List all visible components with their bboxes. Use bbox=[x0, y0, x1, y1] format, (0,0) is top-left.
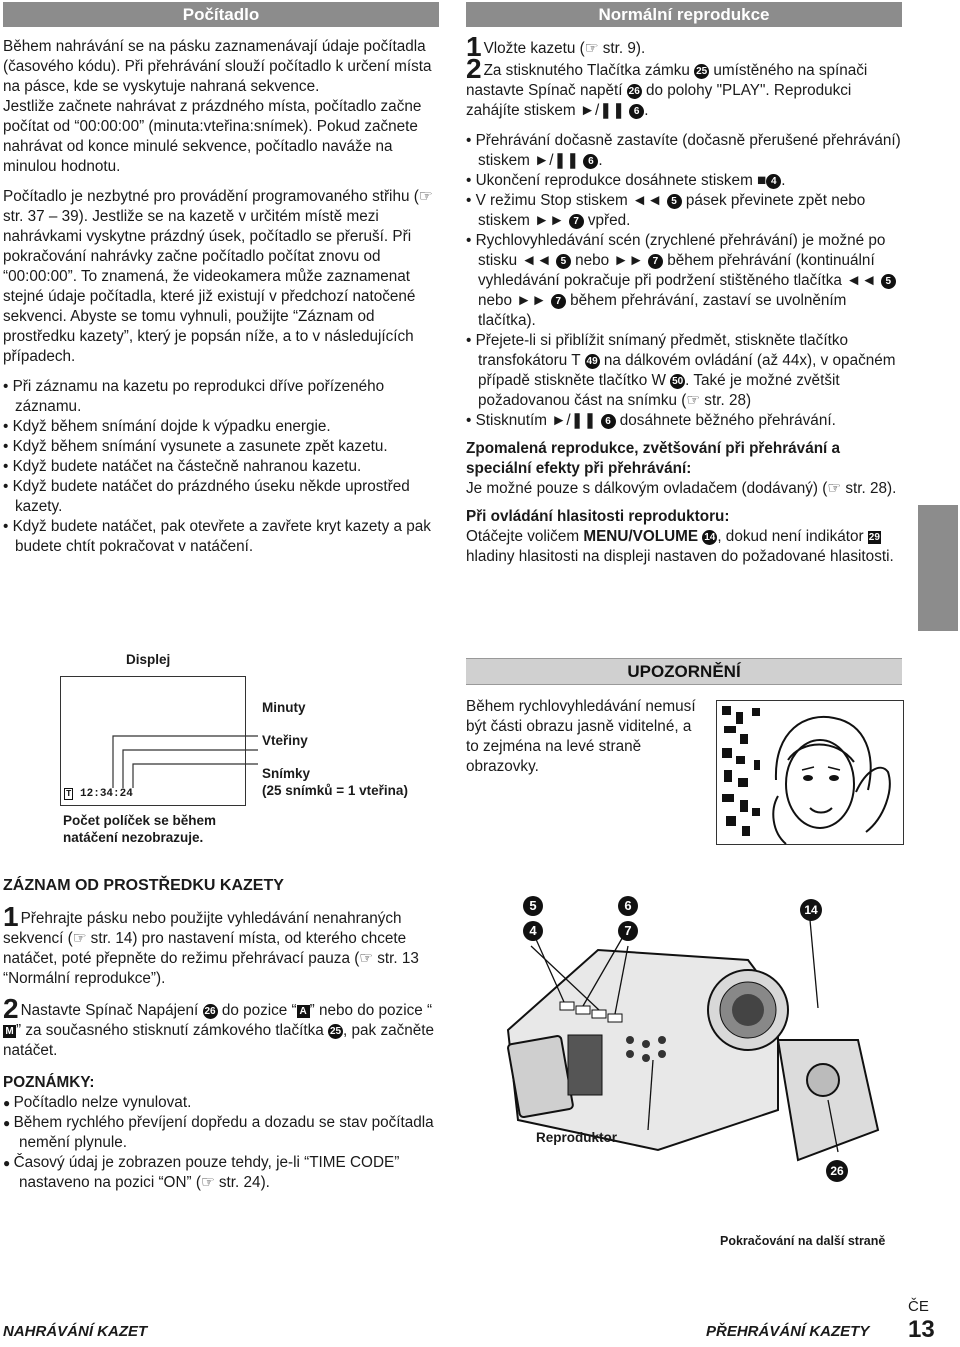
step-number: 1 bbox=[3, 901, 19, 932]
item-text: Ukončení reprodukce dosáhnete stiskem ■ bbox=[475, 172, 767, 189]
section-tab bbox=[918, 505, 958, 631]
marker-5: 5 bbox=[881, 274, 896, 289]
blurry-face-illustration bbox=[716, 700, 904, 845]
marker-7: 7 bbox=[551, 294, 566, 309]
list-item: • Když budete natáčet do prázdného úseku někde uprostřed kazety. bbox=[3, 477, 439, 517]
paragraph: Počítadlo je nezbytné pro provádění programovaného střihu (☞ str. 37 – 39). Jestliže se na kazetě v určitém místě mezi nahrávkami vyskytne prázdný úsek, počítadlo se přeruší. Při pokračování nahrávky začne počítadlo počítat znovu od “00:00:00”. To znamená, že videokamera může zaznamenat stejné údaje počítadla, které již existují v předchozí natočené sekvenci. Abyste se tomu vyhnuli, použijte “Záznam od prostředku kazety”, který je popsán níže, a to v následujících případech. bbox=[3, 188, 433, 365]
marker-6: 6 bbox=[618, 896, 638, 916]
list-item bbox=[466, 411, 902, 431]
slow-title: Zpomalená reprodukce, zvětšování při přehrávání a speciální efekty při přehrávání: bbox=[466, 440, 841, 477]
tape-icon: T bbox=[66, 789, 72, 799]
item-text: dosáhnete běžného přehrávání. bbox=[619, 412, 836, 429]
footer-right: PŘEHRÁVÁNÍ KAZETY bbox=[706, 1323, 870, 1340]
step-1 bbox=[466, 31, 902, 62]
timecode: 12:34:24 bbox=[80, 788, 133, 800]
marker-5: 5 bbox=[523, 896, 543, 916]
item-text: V režimu Stop stiskem ◄◄ bbox=[475, 192, 663, 209]
item-text: nebo ►► bbox=[478, 292, 547, 309]
slow-text: Je možné pouze s dálkovým ovladačem (dodávaný) (☞ str. 28). bbox=[466, 480, 897, 497]
list-item bbox=[466, 191, 902, 231]
marker-26: 26 bbox=[204, 1006, 216, 1017]
marker-50: 50 bbox=[672, 376, 684, 387]
manual-mode-icon: M bbox=[3, 1025, 16, 1038]
step-text: Přehrajte pásku nebo použijte vyhledávání nenahraných sekvencí (☞ str. 14) pro nastavení místa, od kterého chcete natáčet, poté přepněte do režimu přehrávací pauza (☞ str. 13 “Normální reprodukce”). bbox=[3, 910, 419, 987]
playback-text bbox=[466, 31, 902, 567]
item-text: Přehrávání dočasně zastavíte (dočasně přerušené přehrávání) stiskem ►/❚❚ bbox=[475, 132, 901, 169]
frames-label bbox=[262, 765, 408, 799]
item-text: na dálkovém ovládání (až 44x), v opačném případě stiskněte tlačítko W bbox=[478, 352, 896, 389]
step-text: Za stisknutého Tlačítka zámku bbox=[483, 62, 690, 79]
list-item: • Když budete natáčet na částečně nahranou kazetu. bbox=[3, 457, 439, 477]
volume-text bbox=[466, 527, 902, 567]
list-item: • Když během snímání dojde k výpadku energie. bbox=[3, 417, 439, 437]
step-text: Nastavte Spínač Napájení bbox=[20, 1002, 199, 1019]
item-text: Stisknutím ►/❚❚ bbox=[475, 412, 597, 429]
marker-25: 25 bbox=[329, 1026, 342, 1037]
step-2 bbox=[3, 993, 439, 1061]
list-item: • Přehrávání dočasně zastavíte (dočasně přerušené přehrávání) stiskem ►/❚❚ 6 . bbox=[466, 131, 902, 171]
step-number: 2 bbox=[466, 53, 482, 84]
speaker-label: Reproduktor bbox=[536, 1130, 617, 1145]
display-leader-lines bbox=[60, 676, 270, 806]
list-item: • Ukončení reprodukce dosáhnete stiskem ■ 4 . bbox=[466, 171, 902, 191]
marker-7: 7 bbox=[569, 214, 584, 229]
notes-title: POZNÁMKY: bbox=[3, 1074, 95, 1091]
auto-mode-icon: A bbox=[297, 1005, 310, 1018]
marker-14: 14 bbox=[704, 532, 716, 543]
display-note: Počet políček se během natáčení nezobrazuje. bbox=[63, 813, 217, 845]
camcorder-illustration bbox=[478, 890, 908, 1190]
menu-volume-key: MENU/VOLUME bbox=[583, 528, 699, 545]
list-item bbox=[466, 331, 902, 411]
counter-header: Počítadlo bbox=[3, 2, 439, 27]
step-text: ” nebo do pozice “ bbox=[309, 1002, 433, 1019]
marker-5: 5 bbox=[667, 194, 682, 209]
marker-5: 5 bbox=[556, 254, 571, 269]
paragraph: Jestliže začnete nahrávat z prázdného místa, počítadlo začne počítat od “00:00:00” (minuta:vteřina:snímek). Pokud začnete nahrávat od konce minulé sekvence, počítadlo naváže na minulou hodnotu. bbox=[3, 98, 422, 175]
paragraph: Během nahrávání se na pásku zaznamenávají údaje počítadla (časového kódu). Při přehrávání slouží počítadlo k určení místa na pásce, kde se vyskytuje nahraná sekvence. bbox=[3, 38, 432, 95]
list-item: • Když během snímání vysunete a zasunete zpět kazetu. bbox=[3, 437, 439, 457]
display-title: Displej bbox=[126, 652, 171, 667]
marker-4: 4 bbox=[523, 921, 543, 941]
marker-14: 14 bbox=[800, 899, 822, 921]
marker-4: 4 bbox=[766, 174, 781, 189]
item-text: pásek převinete zpět nebo stiskem ►► bbox=[478, 192, 866, 229]
note-item: ● Časový údaj je zobrazen pouze tehdy, je-li “TIME CODE” nastaveno na pozici “ON” (☞ str. 24). bbox=[3, 1153, 439, 1193]
volume-title: Při ovládání hlasitosti reproduktoru: bbox=[466, 508, 730, 525]
step-2: 2 Za stisknutého Tlačítka zámku 25 umístěného na spínači nastavte Spínač napětí 26 do polohy "PLAY". Reprodukci zahájíte stiskem ►/❚❚ 6 . bbox=[466, 53, 868, 119]
caution-header: UPOZORNĚNÍ bbox=[466, 658, 902, 685]
caution-text: Během rychlovyhledávání nemusí být části obrazu jasně viditelné, a to zejména na levé straně obrazovky. bbox=[466, 698, 696, 775]
rec-steps bbox=[3, 901, 439, 1193]
step-text: umístěného na spínači nastavte Spínač napětí bbox=[466, 62, 868, 99]
continued-note: Pokračování na další straně bbox=[720, 1234, 886, 1248]
marker-7: 7 bbox=[648, 254, 663, 269]
step-1 bbox=[3, 901, 439, 989]
item-text: , dokud není indikátor bbox=[717, 528, 864, 545]
playback-header: Normální reprodukce bbox=[466, 2, 902, 27]
marker-25: 25 bbox=[696, 66, 708, 77]
marker-26: 26 bbox=[628, 86, 640, 97]
marker-29: 29 bbox=[868, 532, 880, 543]
step-text: Vložte kazetu (☞ str. 9). bbox=[483, 40, 646, 57]
item-text: . Také je možné zvětšit požadovanou část na snímku (☞ str. 28) bbox=[478, 372, 840, 409]
item-text: Rychlovyhledávání scén (zrychlené přehrávání) je možné po stisku ◄◄ bbox=[475, 232, 886, 269]
marker-26: 26 bbox=[826, 1160, 848, 1182]
marker-7: 7 bbox=[618, 921, 638, 941]
list-item bbox=[466, 231, 902, 331]
step-text: ” za současného stisknutí zámkového tlačítka bbox=[16, 1022, 324, 1039]
marker-49: 49 bbox=[586, 356, 598, 367]
item-text: hladiny hlasitosti na displeji nastaven do požadované hlasitosti. bbox=[466, 548, 894, 565]
item-text: Otáčejte voličem bbox=[466, 528, 580, 545]
note-item: ● Počítadlo nelze vynulovat. bbox=[3, 1093, 439, 1113]
page-number: 13 bbox=[908, 1316, 935, 1343]
language-code: ČE bbox=[908, 1298, 929, 1315]
rec-title: ZÁZNAM OD PROSTŘEDKU KAZETY bbox=[3, 877, 284, 894]
step-text: do polohy "PLAY". Reprodukci zahájíte stiskem ►/❚❚ bbox=[466, 82, 852, 119]
minutes-label: Minuty bbox=[262, 700, 306, 715]
frames-text: Snímky bbox=[262, 766, 311, 781]
counter-text bbox=[3, 37, 439, 557]
item-text: během přehrávání, zastaví se uvolněním tlačítka). bbox=[478, 292, 847, 329]
item-text: nebo ►► bbox=[575, 252, 644, 269]
footer-left: NAHRÁVÁNÍ KAZET bbox=[3, 1323, 148, 1340]
step-number: 2 bbox=[3, 993, 19, 1024]
seconds-label: Vteřiny bbox=[262, 733, 308, 748]
marker-6: 6 bbox=[583, 154, 598, 169]
list-item: • Při záznamu na kazetu po reprodukci dříve pořízeného záznamu. bbox=[3, 377, 439, 417]
step-text: , pak začněte natáčet. bbox=[3, 1022, 435, 1059]
step-number: 1 bbox=[466, 31, 482, 62]
marker-6: 6 bbox=[629, 104, 644, 119]
list-item: • Když budete natáčet, pak otevřete a zavřete kryt kazety a pak budete chtít pokračovat v natáčení. bbox=[3, 517, 439, 557]
step-text: do pozice “ bbox=[221, 1002, 297, 1019]
item-text: během přehrávání (kontinuální vyhledávání pokračuje při podržení stištěného tlačítka ◄◄ bbox=[478, 252, 877, 289]
item-text: Přejete-li si přiblížit snímaný předmět, stiskněte tlačítko transfokátoru T bbox=[475, 332, 848, 369]
note-item: ● Během rychlého převíjení dopředu a dozadu se stav počítadla nemění plynule. bbox=[3, 1113, 439, 1153]
marker-6: 6 bbox=[601, 414, 616, 429]
item-text: vpřed. bbox=[587, 212, 631, 229]
frames-note: (25 snímků = 1 vteřina) bbox=[262, 783, 408, 798]
